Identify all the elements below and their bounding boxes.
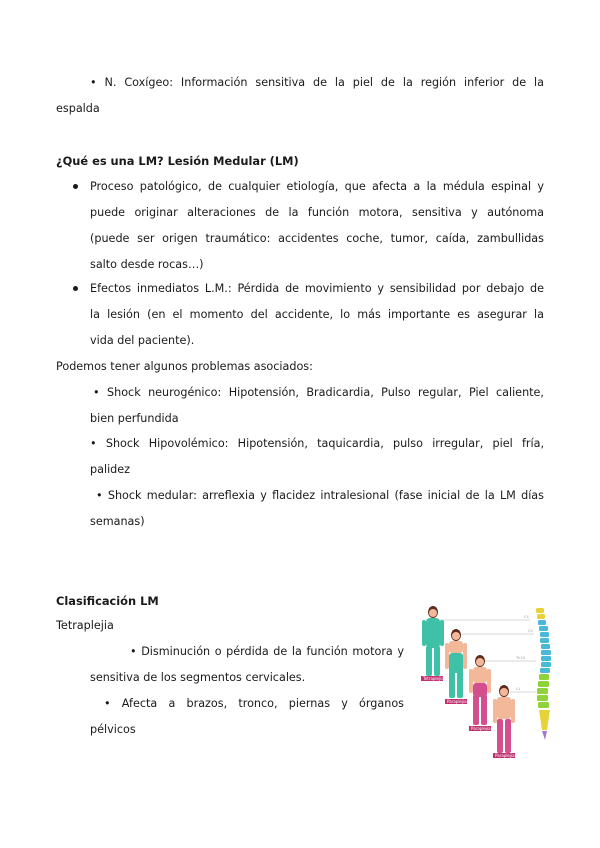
bullet-dot	[73, 184, 78, 189]
figure-label: Paraplejia	[471, 726, 491, 731]
section-heading-clasificacion: Clasificación LM	[56, 594, 159, 608]
lm-def-line-2: puede originar alteraciones de la función motora, sensitiva y autónoma	[90, 206, 544, 219]
section-heading-lm: ¿Qué es una LM? Lesión Medular (LM)	[56, 154, 299, 168]
lm-effects-line-2: la lesión (en el momento del accidente, lo más importante es asegurar la	[90, 308, 544, 321]
coxigeo-line-2: espalda	[56, 102, 100, 115]
figure-person-tetraplejia	[421, 606, 444, 681]
coxigeo-line-1: • N. Coxígeo: Información sensitiva de la piel de la región inferior de la	[90, 76, 544, 89]
svg-text:L1: L1	[516, 687, 521, 691]
level-markers	[515, 615, 533, 691]
tetraplejia-bullet1-line-1: • Disminución o pérdida de la función motora y	[130, 645, 404, 658]
svg-text:Th10: Th10	[516, 656, 525, 660]
tetraplejia-bullet2-line-1: • Afecta a brazos, tronco, piernas y órganos	[104, 697, 404, 710]
lm-effects-line-1: Efectos inmediatos L.M.: Pérdida de movimiento y sensibilidad por debajo de	[90, 282, 544, 295]
illustration-svg	[418, 598, 558, 770]
lm-def-line-3: (puede ser origen traumático: accidentes coche, tumor, caída, zambullidas	[90, 232, 544, 245]
spinal-injury-illustration	[418, 598, 558, 770]
bullet-dot	[73, 286, 78, 291]
lm-def-line-4: salto desde rocas…)	[90, 258, 204, 271]
svg-text:C5: C5	[528, 629, 533, 633]
shock-hipovolemico-line-2: palidez	[90, 463, 131, 476]
lm-def-line-1: Proceso patológico, de cualquier etiología, que afecta a la médula espinal y	[90, 180, 544, 193]
figure-person-2	[445, 629, 467, 704]
subheading-tetraplejia: Tetraplejia	[56, 619, 114, 632]
figure-label: Paraplejia	[447, 699, 467, 704]
shock-medular-line-2: semanas)	[90, 515, 145, 528]
spine-column	[536, 608, 551, 740]
lm-effects-line-3: vida del paciente).	[90, 334, 195, 347]
shock-medular-line-1: • Shock medular: arreflexia y flacidez intralesional (fase inicial de la LM días	[96, 489, 544, 502]
figure-label: Paraplejia	[495, 753, 515, 758]
shock-hipovolemico-line-1: • Shock Hipovolémico: Hipotensión, taquicardia, pulso irregular, piel fría,	[90, 437, 544, 450]
svg-text:C4: C4	[524, 615, 529, 619]
figure-person-4	[493, 685, 515, 758]
shock-neurogenico-line-1: • Shock neurogénico: Hipotensión, Bradicardia, Pulso regular, Piel caliente,	[93, 386, 544, 399]
figure-person-3	[469, 655, 491, 731]
tetraplejia-bullet1-line-2: sensitiva de los segmentos cervicales.	[90, 671, 306, 684]
tetraplejia-bullet2-line-2: pélvicos	[90, 723, 136, 736]
shock-neurogenico-line-2: bien perfundida	[90, 412, 179, 425]
problems-intro: Podemos tener algunos problemas asociados:	[56, 360, 313, 373]
figure-label: Tetraplejia	[423, 676, 444, 681]
